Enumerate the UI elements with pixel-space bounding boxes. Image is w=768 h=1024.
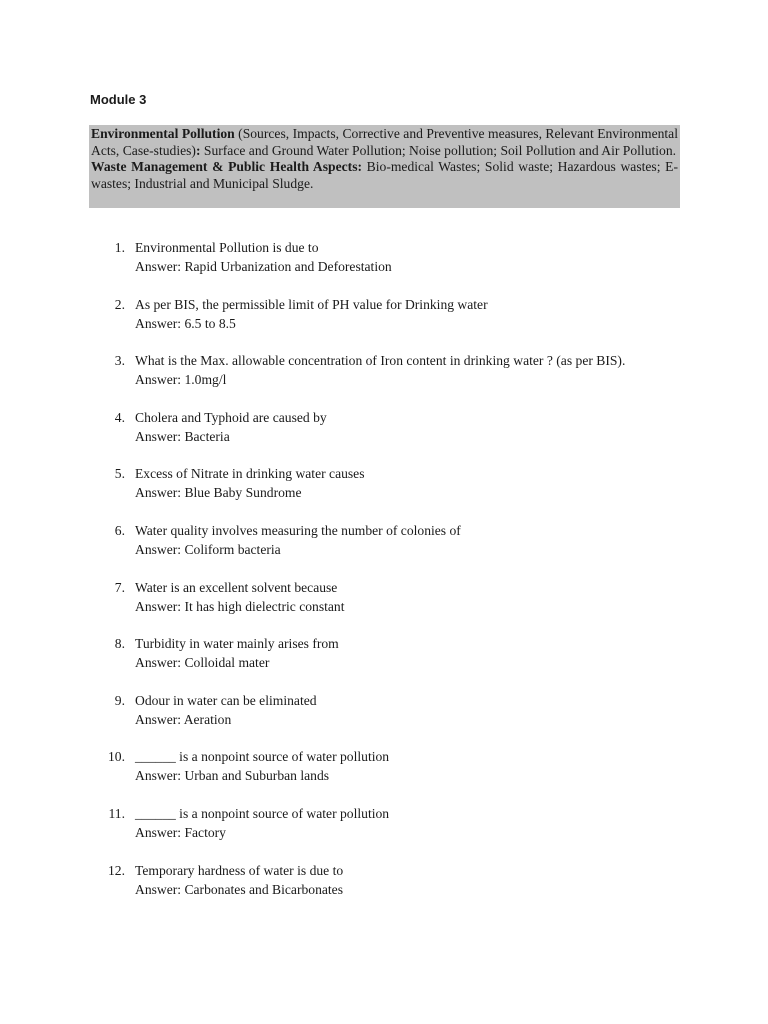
question-answer: Answer: It has high dielectric constant	[135, 598, 345, 614]
question-text: As per BIS, the permissible limit of PH value for Drinking water	[135, 296, 488, 312]
question-item	[0, 295, 768, 332]
question-number: 11.	[108, 805, 125, 821]
question-answer: Answer: Carbonates and Bicarbonates	[135, 881, 343, 897]
question-item	[0, 804, 768, 841]
question-text: Water quality involves measuring the number of colonies of	[135, 522, 461, 538]
question-answer: Answer: Coliform bacteria	[135, 541, 281, 557]
question-number: 8.	[114, 636, 125, 652]
question-item	[0, 238, 768, 275]
question-text: Odour in water can be eliminated	[135, 692, 317, 708]
syllabus-paragraph-pollution	[91, 126, 678, 159]
question-item	[0, 691, 768, 728]
question-item	[0, 351, 768, 388]
question-number: 2.	[114, 296, 125, 312]
question-text: ______ is a nonpoint source of water pollution	[135, 749, 390, 765]
question-number: 7.	[114, 579, 125, 595]
question-answer: Answer: Blue Baby Sundrome	[135, 485, 302, 501]
question-text: Cholera and Typhoid are caused by	[135, 409, 327, 425]
question-text: Turbidity in water mainly arises from	[135, 636, 339, 652]
question-number: 9.	[114, 692, 125, 708]
syllabus-heading-pollution: Environmental Pollution	[91, 126, 235, 141]
question-answer: Answer: Rapid Urbanization and Deforestation	[135, 259, 392, 274]
question-number: 6.	[114, 522, 125, 538]
question-item	[0, 634, 768, 671]
question-answer: Answer: 1.0mg/l	[135, 372, 227, 388]
syllabus-paragraph-waste	[91, 159, 678, 192]
question-number: 12.	[108, 862, 125, 878]
question-text: Environmental Pollution is due to	[135, 240, 319, 255]
question-text: Water is an excellent solvent because	[135, 579, 338, 595]
question-answer: Answer: Factory	[135, 824, 226, 840]
question-item	[0, 408, 768, 445]
question-answer: Answer: 6.5 to 8.5	[135, 315, 236, 331]
question-answer: Answer: Bacteria	[135, 428, 230, 444]
question-item	[0, 521, 768, 558]
question-number: 3.	[114, 353, 125, 369]
question-item	[0, 747, 768, 784]
question-number: 5.	[114, 466, 125, 482]
question-answer: Answer: Aeration	[135, 711, 232, 727]
question-text: ______ is a nonpoint source of water pollution	[135, 805, 390, 821]
question-number: 10.	[108, 749, 125, 765]
question-text: Excess of Nitrate in drinking water causes	[135, 466, 365, 482]
syllabus-text-pollution-topics: Surface and Ground Water Pollution; Noise pollution; Soil Pollution and Air Pollution.	[200, 142, 677, 158]
question-item	[0, 464, 768, 501]
question-item	[0, 861, 768, 898]
syllabus-text-waste: Bio-medical Wastes; Solid waste; Hazardous wastes; E-wastes; Industrial and Municipal Sludge.	[91, 159, 678, 191]
question-number: 1.	[114, 240, 125, 255]
question-text: What is the Max. allowable concentration of Iron content in drinking water ? (as per BIS).	[135, 353, 626, 369]
question-item	[0, 578, 768, 615]
question-number: 4.	[114, 409, 125, 425]
question-text: Temporary hardness of water is due to	[135, 862, 344, 878]
question-list	[0, 238, 768, 917]
syllabus-text-pollution: (Sources, Impacts, Corrective and Preventive measures, Relevant Environmental Acts, Case-studies)	[91, 126, 678, 158]
syllabus-heading-waste: Waste Management & Public Health Aspects:	[91, 159, 363, 175]
module-title: Module 3	[90, 92, 147, 107]
question-answer: Answer: Colloidal mater	[135, 655, 270, 671]
syllabus-box	[89, 125, 680, 208]
question-answer: Answer: Urban and Suburban lands	[135, 768, 330, 784]
syllabus-colon: :	[195, 142, 201, 158]
